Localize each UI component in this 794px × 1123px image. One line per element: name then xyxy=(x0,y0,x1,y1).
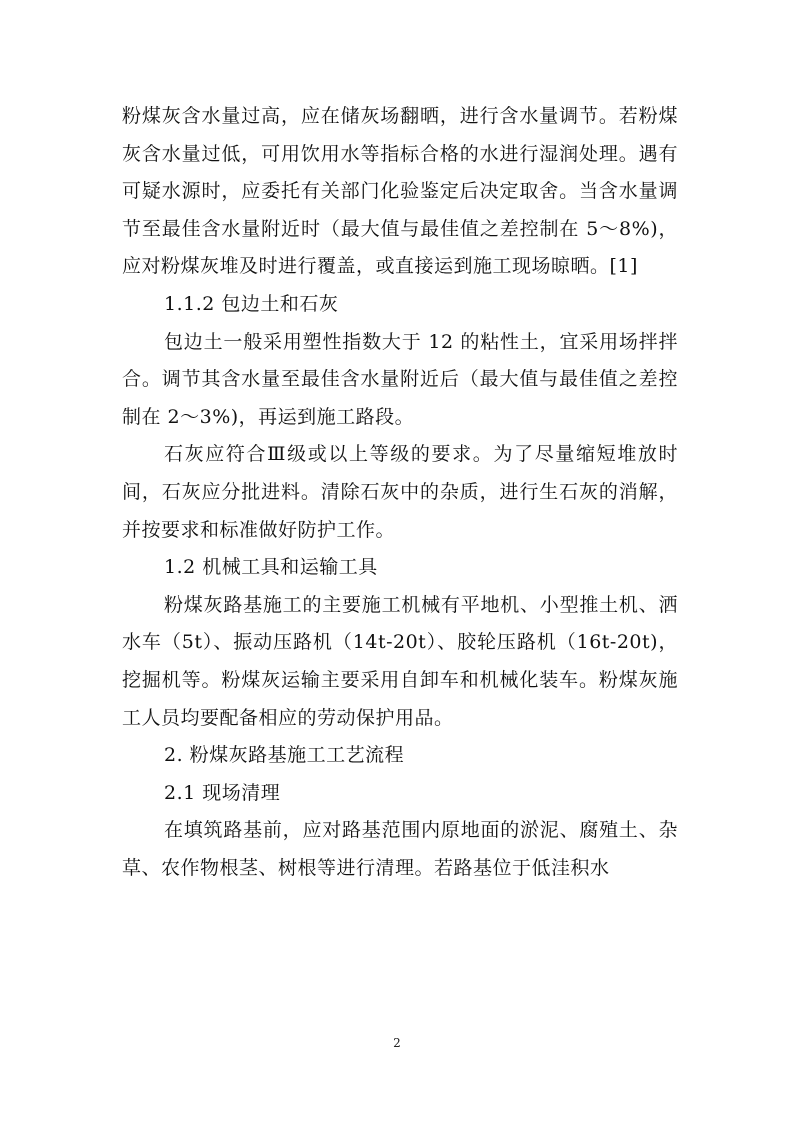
paragraph-lime: 石灰应符合Ⅲ级或以上等级的要求。为了尽量缩短堆放时间，石灰应分批进料。清除石灰中的杂质，进行生石灰的消解，并按要求和标准做好防护工作。 xyxy=(122,443,678,541)
section-heading-1-2: 1.2 机械工具和运输工具 xyxy=(164,556,378,579)
paragraph-site-clearing: 在填筑路基前，应对路基范围内原地面的淤泥、腐殖土、杂草、农作物根茎、树根等进行清理。若路基位于低洼积水 xyxy=(122,819,678,879)
paragraph-fly-ash-moisture: 粉煤灰含水量过高，应在储灰场翻晒，进行含水量调节。若粉煤灰含水量过低，可用饮用水等指标合格的水进行湿润处理。遇有可疑水源时，应委托有关部门化验鉴定后决定取舍。当含水量调节至最佳含水量附近时（最大值与最佳值之差控制在 5～8%)，应对粉煤灰堆及时进行覆盖，或直接运到施工现场晾晒。[1] xyxy=(122,105,678,278)
paragraph-edge-soil: 包边土一般采用塑性指数大于 12 的粘性土，宜采用场拌拌合。调节其含水量至最佳含水量附近后（最大值与最佳值之差控制在 2～3%)，再运到施工路段。 xyxy=(122,330,678,428)
section-heading-2: 2. 粉煤灰路基施工工艺流程 xyxy=(164,744,405,767)
document-body xyxy=(122,98,678,887)
page-number: 2 xyxy=(393,1036,401,1050)
paragraph-machinery: 粉煤灰路基施工的主要施工机械有平地机、小型推土机、洒水车（5t）、振动压路机（14t-20t）、胶轮压路机（16t-20t)，挖掘机等。粉煤灰运输主要采用自卸车和机械化装车。粉煤灰施工人员均要配备相应的劳动保护用品。 xyxy=(122,593,678,729)
section-heading-2-1: 2.1 现场清理 xyxy=(164,781,281,804)
section-heading-1-1-2: 1.1.2 包边土和石灰 xyxy=(164,292,339,315)
